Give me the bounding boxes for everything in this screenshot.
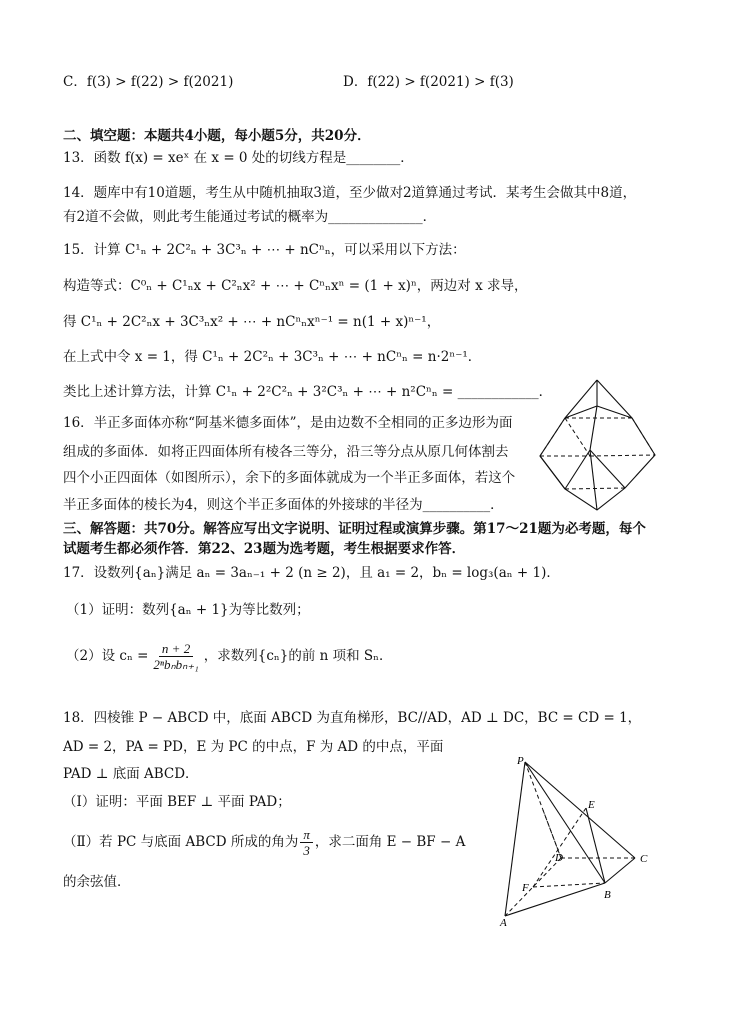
q18-part2-suffix: ，求二面角 E − BF − A <box>314 834 466 850</box>
question-15-line2: 构造等式：C⁰ₙ + C¹ₙx + C²ₙx² + ⋯ + Cⁿₙxⁿ = (1 + x)ⁿ，两边对 x 求导， <box>63 278 528 294</box>
question-17-part1: （1）证明：数列{aₙ + 1}为等比数列； <box>66 602 310 618</box>
question-16-line4: 半正多面体的棱长为4，则这个半正多面体的外接球的半径为__________． <box>63 497 504 513</box>
question-15-line5: 类比上述计算方法，计算 C¹ₙ + 2²C²ₙ + 3²C³ₙ + ⋯ + n²Cⁿₙ = ____________． <box>63 384 553 400</box>
label-C: C <box>640 853 648 865</box>
question-18-line2: AD = 2，PA = PD，E 为 PC 的中点，F 为 AD 的中点，平面 <box>63 739 444 755</box>
section3-heading-line1: 三、解答题：共70分。解答应写出文字说明、证明过程或演算步骤。第17～21题为必考题，每个 <box>63 521 646 537</box>
question-17-part2 <box>66 638 392 674</box>
option-d: D．f(22) > f(2021) > f(3) <box>343 74 514 90</box>
question-16-line1: 16．半正多面体亦称“阿基米德多面体”，是由边数不全相同的正多边形为面 <box>63 415 513 431</box>
label-F: F <box>522 882 529 894</box>
q18-part2-prefix: （Ⅱ）若 PC 与底面 ABCD 所成的角为 <box>63 834 299 850</box>
question-18-line-end: 的余弦值． <box>63 874 131 890</box>
question-14-line1: 14．题库中有10道题，考生从中随机抽取3道，至少做对2道算通过考试．某考生会做其中8道， <box>63 185 637 201</box>
question-16-line3: 四个小正四面体（如图所示），余下的多面体就成为一个半正多面体，若这个 <box>63 470 516 486</box>
q17-fraction <box>150 641 201 672</box>
question-13: 13．函数 f(x) = xeˣ 在 x = 0 处的切线方程是________． <box>63 150 414 166</box>
question-18-part2 <box>63 822 465 862</box>
q18-fraction-numerator: π <box>300 827 313 843</box>
q18-fraction <box>300 827 313 858</box>
truncated-tetrahedron-figure <box>535 378 660 513</box>
question-14-line2: 有2道不会做，则此考生能通过考试的概率为______________． <box>63 209 437 225</box>
label-E: E <box>588 799 595 811</box>
pyramid-figure <box>495 748 665 930</box>
option-c: C．f(3) > f(22) > f(2021) <box>63 74 234 90</box>
question-18-line1: 18．四棱锥 P − ABCD 中，底面 ABCD 为直角梯形，BC//AD，AD ⊥ DC，BC = CD = 1， <box>63 710 642 726</box>
question-15-line3: 得 C¹ₙ + 2C²ₙx + 3C³ₙx² + ⋯ + nCⁿₙxⁿ⁻¹ = n(1 + x)ⁿ⁻¹， <box>63 314 441 330</box>
section3-heading-line2: 试题考生都必须作答．第22、23题为选考题，考生根据要求作答． <box>63 541 466 557</box>
q17-fraction-numerator: n + 2 <box>159 641 193 657</box>
label-B: B <box>604 889 611 901</box>
q18-fraction-denominator: 3 <box>303 842 310 858</box>
question-16-line2: 组成的多面体．如将正四面体所有棱各三等分，沿三等分点从原几何体割去 <box>63 444 509 460</box>
section2-heading: 二、填空题：本题共4小题，每小题5分，共20分． <box>63 128 371 144</box>
question-18-line3: PAD ⊥ 底面 ABCD． <box>63 766 199 782</box>
q17-part2-prefix: （2）设 cₙ = <box>66 648 149 664</box>
question-15-line4: 在上式中令 x = 1，得 C¹ₙ + 2C²ₙ + 3C³ₙ + ⋯ + nCⁿₙ = n·2ⁿ⁻¹． <box>63 349 482 365</box>
label-D: D <box>555 852 563 864</box>
q17-fraction-denominator: 2ⁿbₙbₙ₊₁ <box>153 656 199 672</box>
question-17-stem: 17．设数列{aₙ}满足 aₙ = 3aₙ₋₁ + 2 (n ≥ 2)，且 a₁ = 2，bₙ = log₃(aₙ + 1)． <box>63 565 560 581</box>
label-A: A <box>500 917 507 929</box>
q17-part2-suffix: ，求数列{cₙ}的前 n 项和 Sₙ． <box>203 648 393 664</box>
question-18-part1: （Ⅰ）证明：平面 BEF ⊥ 平面 PAD； <box>63 794 291 810</box>
label-P: P <box>517 755 524 767</box>
question-15-line1: 15．计算 C¹ₙ + 2C²ₙ + 3C³ₙ + ⋯ + nCⁿₙ，可以采用以下方法： <box>63 242 466 258</box>
